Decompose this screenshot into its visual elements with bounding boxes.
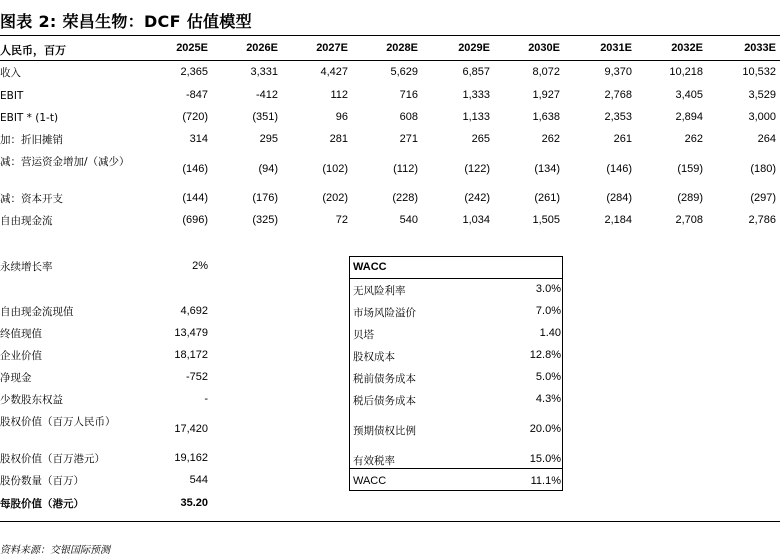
row-1-value-8: 10,218 (669, 66, 703, 78)
row-7-value-3: 72 (335, 214, 348, 226)
row-4-value-3: 281 (329, 133, 348, 145)
row-2-value-2: -412 (255, 89, 278, 101)
wacc-item-label-7: 预期债权比例 (353, 425, 416, 437)
wacc-header: WACC (353, 261, 387, 273)
row-1-value-4: 5,629 (390, 66, 418, 78)
valuation-label-2: 终值现值 (0, 328, 42, 340)
row-7-value-1: (696) (182, 214, 208, 226)
row-5-value-3: (102) (322, 163, 348, 175)
valuation-value-4: -752 (185, 371, 208, 383)
year-header-5: 2029E (458, 42, 490, 54)
year-header-3: 2027E (316, 42, 348, 54)
valuation-label-3: 企业价值 (0, 350, 42, 362)
row-2-value-6: 1,927 (532, 89, 560, 101)
wacc-item-value-8: 15.0% (529, 453, 561, 465)
valuation-label-1: 自由现金流现值 (0, 306, 74, 318)
row-6-value-9: (297) (750, 192, 776, 204)
wacc-item-value-4: 12.8% (529, 349, 561, 361)
wacc-item-label-8: 有效税率 (353, 455, 395, 467)
row-3-value-2: (351) (252, 111, 278, 123)
row-1-value-5: 6,857 (462, 66, 490, 78)
year-header-7: 2031E (600, 42, 632, 54)
row-7-value-5: 1,034 (462, 214, 490, 226)
row-3-value-6: 1,638 (532, 111, 560, 123)
valuation-value-5: - (204, 393, 208, 405)
row-7-value-8: 2,708 (675, 214, 703, 226)
valuation-value-7: 19,162 (174, 452, 208, 464)
row-3-value-7: 2,353 (604, 111, 632, 123)
row-7-value-2: (325) (252, 214, 278, 226)
valuation-label-7: 股权价值（百万港元） (0, 453, 105, 465)
row-4-value-2: 295 (259, 133, 278, 145)
wacc-header-divider (349, 278, 563, 279)
row-7-value-7: 2,184 (604, 214, 632, 226)
row-2-value-4: 716 (399, 89, 418, 101)
wacc-item-label-2: 市场风险溢价 (353, 307, 416, 319)
wacc-item-label-9: WACC (353, 475, 387, 487)
wacc-item-label-3: 贝塔 (353, 329, 374, 341)
row-2-value-9: 3,529 (748, 89, 776, 101)
row-label-4: 加：折旧摊销 (0, 134, 63, 146)
row-6-value-5: (242) (464, 192, 490, 204)
wacc-item-value-3: 1.40 (539, 327, 561, 339)
row-6-value-8: (289) (677, 192, 703, 204)
row-7-value-9: 2,786 (748, 214, 776, 226)
row-2-value-3: 112 (330, 89, 348, 101)
row-5-value-6: (134) (534, 163, 560, 175)
unit-header-label: 人民币，百万 (0, 44, 66, 57)
valuation-value-6: 17,420 (174, 423, 208, 435)
row-6-value-7: (284) (606, 192, 632, 204)
year-header-8: 2032E (671, 42, 703, 54)
perpetual-growth-label: 永续增长率 (0, 261, 53, 273)
valuation-label-5: 少数股东权益 (0, 394, 63, 406)
row-6-value-3: (202) (322, 192, 348, 204)
row-5-value-9: (180) (750, 163, 776, 175)
row-5-value-1: (146) (182, 163, 208, 175)
row-6-value-4: (228) (392, 192, 418, 204)
row-5-value-4: (112) (393, 163, 418, 175)
row-4-value-9: 264 (757, 133, 776, 145)
row-label-3: EBIT * (1-t) (0, 112, 59, 124)
row-label-5: 减：营运资金增加/（减少） (0, 156, 130, 168)
year-header-2: 2026E (246, 42, 278, 54)
footer-rule (0, 521, 780, 522)
row-4-value-8: 262 (684, 133, 703, 145)
perpetual-growth-value: 2% (192, 260, 208, 272)
row-2-value-8: 3,405 (675, 89, 703, 101)
year-header-1: 2025E (176, 42, 208, 54)
row-3-value-1: (720) (182, 111, 208, 123)
wacc-item-label-4: 股权成本 (353, 351, 395, 363)
row-1-value-2: 3,331 (250, 66, 278, 78)
wacc-item-value-2: 7.0% (535, 305, 561, 317)
valuation-label-6: 股权价值（百万人民币） (0, 416, 116, 428)
row-3-value-8: 2,894 (675, 111, 703, 123)
row-2-value-5: 1,333 (462, 89, 490, 101)
row-5-value-5: (122) (464, 163, 490, 175)
wacc-item-value-1: 3.0% (535, 283, 561, 295)
title-underline (0, 35, 780, 36)
valuation-value-9: 35.20 (180, 497, 208, 509)
row-3-value-5: 1,133 (462, 111, 490, 123)
row-4-value-1: 314 (189, 133, 208, 145)
row-1-value-1: 2,365 (180, 66, 208, 78)
year-header-4: 2028E (386, 42, 418, 54)
page-title: 图表 2: 荣昌生物：DCF 估值模型 (0, 12, 252, 31)
row-5-value-2: (94) (258, 163, 278, 175)
row-1-value-7: 9,370 (604, 66, 632, 78)
wacc-item-label-1: 无风险利率 (353, 285, 406, 297)
row-5-value-8: (159) (677, 163, 703, 175)
row-7-value-4: 540 (399, 214, 418, 226)
valuation-value-1: 4,692 (180, 305, 208, 317)
valuation-value-3: 18,172 (174, 349, 208, 361)
valuation-label-8: 股份数量（百万） (0, 475, 84, 487)
source-note: 资料来源：交银国际预测 (0, 545, 110, 556)
row-6-value-1: (144) (182, 192, 208, 204)
header-underline (0, 60, 780, 61)
row-3-value-3: 96 (335, 111, 348, 123)
row-2-value-7: 2,768 (604, 89, 632, 101)
row-label-1: 收入 (0, 67, 21, 79)
wacc-item-value-7: 20.0% (529, 423, 561, 435)
row-6-value-6: (261) (534, 192, 560, 204)
row-1-value-3: 4,427 (320, 66, 348, 78)
year-header-9: 2033E (744, 42, 776, 54)
row-4-value-4: 271 (399, 133, 418, 145)
wacc-item-label-5: 税前债务成本 (353, 373, 416, 385)
row-7-value-6: 1,505 (532, 214, 560, 226)
row-1-value-6: 8,072 (532, 66, 560, 78)
row-4-value-6: 262 (541, 133, 560, 145)
wacc-item-value-6: 4.3% (535, 393, 561, 405)
row-5-value-7: (146) (606, 163, 632, 175)
row-4-value-5: 265 (471, 133, 490, 145)
wacc-item-value-9: 11.1% (530, 475, 561, 487)
row-6-value-2: (176) (252, 192, 278, 204)
wacc-item-label-6: 税后债务成本 (353, 395, 416, 407)
row-label-7: 自由现金流 (0, 215, 53, 227)
row-2-value-1: -847 (185, 89, 208, 101)
row-3-value-9: 3,000 (748, 111, 776, 123)
row-label-6: 减：资本开支 (0, 193, 63, 205)
row-3-value-4: 608 (399, 111, 418, 123)
valuation-label-9: 每股价值（港元） (0, 498, 84, 510)
valuation-value-8: 544 (189, 474, 208, 486)
row-1-value-9: 10,532 (742, 66, 776, 78)
valuation-value-2: 13,479 (174, 327, 208, 339)
wacc-item-value-5: 5.0% (535, 371, 561, 383)
valuation-label-4: 净现金 (0, 372, 32, 384)
year-header-6: 2030E (528, 42, 560, 54)
wacc-total-divider (349, 468, 563, 469)
row-label-2: EBIT (0, 90, 24, 102)
row-4-value-7: 261 (613, 133, 632, 145)
